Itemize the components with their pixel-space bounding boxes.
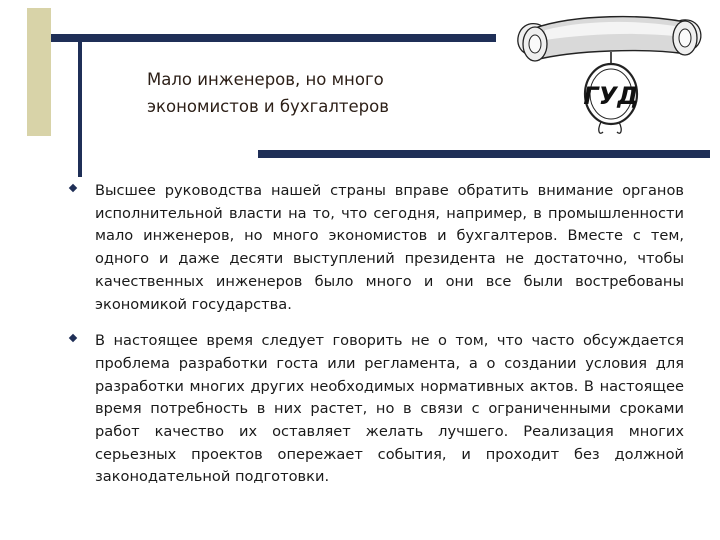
list-item — [68, 330, 684, 489]
scroll-emblem-icon — [515, 8, 705, 140]
diamond-bullet-icon — [69, 334, 77, 342]
slide-title — [147, 66, 477, 120]
bullet-text: Высшее руководства нашей страны вправе обратить внимание органов исполнительной власти на то, что сегодня, например, в промышленности мало инженеров, но много экономистов и бухгалтеров. Вместе с тем, одного и даже десяти выступлений президента не достаточно, чтобы качественных инженеров было много и они все были востребованы экономикой государства. — [95, 182, 684, 313]
header-vertical-bar — [78, 37, 82, 177]
header-top-rule — [51, 34, 496, 42]
decorative-side-block — [27, 8, 51, 136]
title-line-2: экономистов и бухгалтеров — [147, 97, 389, 116]
list-item — [68, 180, 684, 316]
bullet-text: В настоящее время следует говорить не о том, что часто обсуждается проблема разработки госта или регламента, а о создании условия для разработки многих других необходимых нормативных актов. В настоящее время потребность в них растет, но в связи с ограниченными сроками работ качество их оставляет желать лучшего. Реализация многих серьезных проектов опережает события, и проходит без должной законодательной подготовки. — [95, 332, 684, 486]
bullet-list — [68, 180, 684, 489]
svg-text:ГУД: ГУД — [583, 82, 639, 110]
title-line-1: Мало инженеров, но много — [147, 70, 384, 89]
header-bottom-rule — [258, 150, 710, 158]
diamond-bullet-icon — [69, 184, 77, 192]
